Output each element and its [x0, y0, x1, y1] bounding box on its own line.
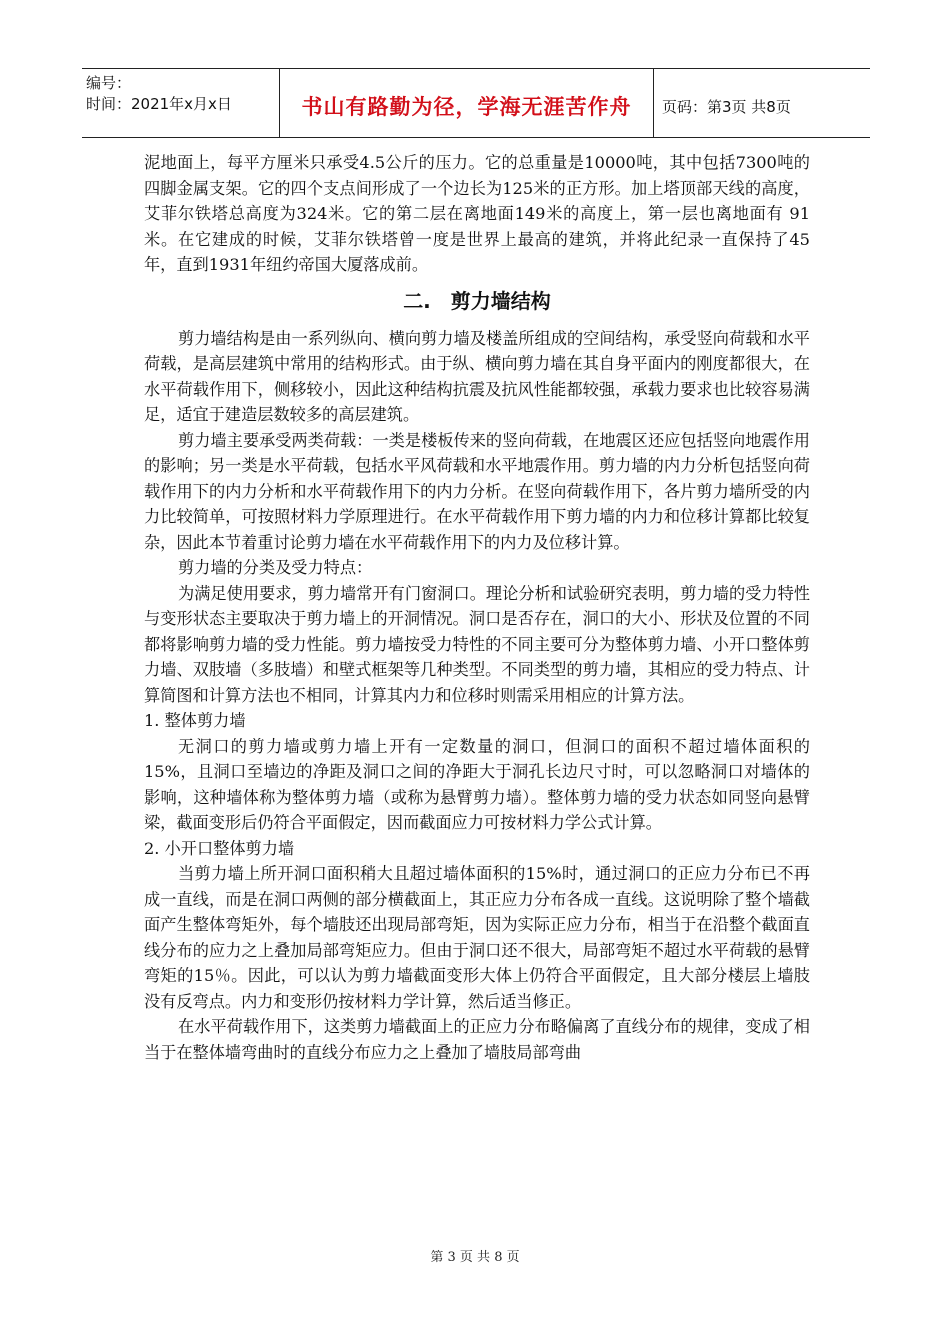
intro-paragraph: 泥地面上，每平方厘米只承受4.5公斤的压力。它的总重量是10000吨，其中包括7300吨的四脚金属支架。它的四个支点间形成了一个边长为125米的正方形。加上塔顶部天线的高度，艾菲尔铁塔总高度为324米。它的第二层在离地面149米的高度上，第一层也离地面有 91米。在它建成的时候，艾菲尔铁塔曾一度是世界上最高的建筑，并将此纪录一直保持了45年，直到1931年纽约帝国大厦落成前。: [144, 153, 810, 274]
page-header: [82, 68, 870, 138]
section-title: 二. 剪力墙结构: [403, 288, 551, 313]
paragraph: 剪力墙主要承受两类荷载：一类是楼板传来的竖向荷载，在地震区还应包括竖向地震作用的影响；另一类是水平荷载，包括水平风荷载和水平地震作用。剪力墙的内力分析包括竖向荷载作用下的内力分析和水平荷载作用下的内力分析。在竖向荷载作用下，各片剪力墙所受的内力比较简单，可按照材料力学原理进行。在水平荷载作用下剪力墙的内力和位移计算都比较复杂，因此本节着重讨论剪力墙在水平荷载作用下的内力及位移计算。: [144, 430, 810, 552]
header-motto: 书山有路勤为径，学海无涯苦作舟: [280, 69, 654, 137]
header-page-info: 页码：第3页 共8页: [662, 97, 791, 116]
document-body: [144, 150, 810, 1065]
paragraph: 为满足使用要求，剪力墙常开有门窗洞口。理论分析和试验研究表明，剪力墙的受力特性与变形状态主要取决于剪力墙上的开洞情况。洞口是否存在，洞口的大小、形状及位置的不同都将影响剪力墙的受力性能。剪力墙按受力特性的不同主要可分为整体剪力墙、小开口整体剪力墙、双肢墙（多肢墙）和壁式框架等几种类型。不同类型的剪力墙，其相应的受力特点、计算简图和计算方法也不相同，计算其内力和位移时则需采用相应的计算方法。: [144, 583, 810, 705]
paragraph: 在水平荷载作用下，这类剪力墙截面上的正应力分布略偏离了直线分布的规律，变成了相当于在整体墙弯曲时的直线分布应力之上叠加了墙肢局部弯曲: [144, 1017, 810, 1062]
paragraph: 无洞口的剪力墙或剪力墙上开有一定数量的洞口，但洞口的面积不超过墙体面积的15%，且洞口至墙边的净距及洞口之间的净距大于洞孔长边尺寸时，可以忽略洞口对墙体的影响，这种墙体称为整体剪力墙（或称为悬臂剪力墙）。整体剪力墙的受力状态如同竖向悬臂梁，截面变形后仍符合平面假定，因而截面应力可按材料力学公式计算。: [144, 736, 810, 832]
page-footer: 第 3 页 共 8 页: [430, 1250, 520, 1265]
paragraph: 剪力墙的分类及受力特点：: [178, 558, 373, 577]
header-number-label: 编号：: [86, 74, 132, 92]
subheading: 1. 整体剪力墙: [144, 711, 246, 730]
paragraph: 剪力墙结构是由一系列纵向、横向剪力墙及楼盖所组成的空间结构，承受竖向荷载和水平荷载，是高层建筑中常用的结构形式。由于纵、横向剪力墙在其自身平面内的刚度都很大，在水平荷载作用下，侧移较小，因此这种结构抗震及抗风性能都较强，承载力要求也比较容易满足，适宜于建造层数较多的高层建筑。: [144, 328, 810, 424]
header-meta: [82, 69, 280, 137]
paragraph: 当剪力墙上所开洞口面积稍大且超过墙体面积的15%时，通过洞口的正应力分布已不再成一直线，而是在洞口两侧的部分横截面上，其正应力分布各成一直线。这说明除了整个墙截面产生整体弯矩外，每个墙肢还出现局部弯矩，因为实际正应力分布，相当于在沿整个截面直线分布的应力之上叠加局部弯矩应力。但由于洞口还不很大，局部弯矩不超过水平荷载的悬臂弯矩的15％。因此，可以认为剪力墙截面变形大体上仍符合平面假定，且大部分楼层上墙肢没有反弯点。内力和变形仍按材料力学计算，然后适当修正。: [144, 864, 810, 1011]
subheading: 2. 小开口整体剪力墙: [144, 838, 295, 858]
header-time-label: 时间：2021年x月x日: [86, 95, 232, 113]
